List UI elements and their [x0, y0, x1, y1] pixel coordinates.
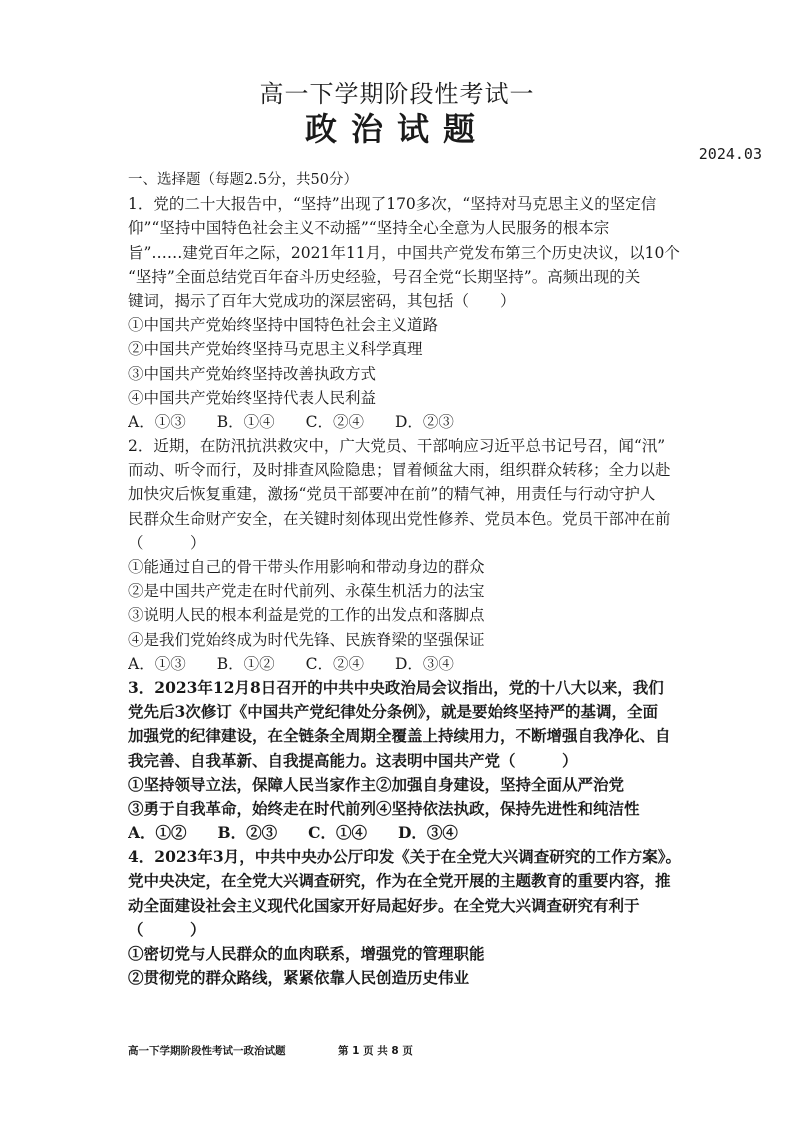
section-heading: 一、选择题（每题2.5分，共50分）	[128, 172, 359, 188]
statement: ③说明人民的根本利益是党的工作的出发点和落脚点	[128, 606, 485, 625]
statement: ④是我们党始终成为时代先锋、民族脊梁的坚强保证	[128, 630, 485, 649]
question-4	[128, 845, 694, 990]
statement: ①坚持领导立法，保障人民当家作主②加强自身建设，坚持全面从严治党	[128, 774, 625, 794]
question-text-line: 我完善、自我革新、自我提高能力。这表明中国共产党（ ）	[128, 750, 578, 770]
statement: ②贯彻党的群众路线，紧紧依靠人民创造历史伟业	[128, 968, 470, 988]
statement: ②中国共产党始终坚持马克思主义科学真理	[128, 340, 423, 359]
statement: ①密切党与人民群众的血肉联系，增强党的管理职能	[128, 944, 485, 963]
footer-exam-name: 高一下学期阶段性考试一政治试题	[128, 1045, 286, 1057]
exam-title: 政治试题	[304, 110, 489, 148]
exam-body	[128, 168, 694, 990]
question-text-line: 加强党的纪律建设，在全链条全周期全覆盖上持续用力，不断增强自我净化、自	[128, 726, 671, 746]
exam-subtitle: 高一下学期阶段性考试一	[259, 80, 535, 108]
question-text-line: 2．近期，在防汛抗洪救灾中，广大党员、干部响应习近平总书记号召，闻“汛”	[128, 437, 666, 456]
statement: ①能通过自己的骨干带头作用影响和带动身边的群众	[128, 558, 485, 576]
question-text-line: 党先后3次修订《中国共产党纪律处分条例》，就是要始终坚持严的基调，全面	[128, 702, 659, 722]
question-3	[128, 676, 694, 845]
question-text-line: 加快灾后恢复重建，激扬“党员干部要冲在前”的精气神，用责任与行动守护人	[128, 485, 656, 504]
question-text-line: 党中央决定，在全党大兴调查研究，作为在全党开展的主题教育的重要内容，推	[128, 871, 671, 891]
answer-options: A．①③ B．①② C．②④ D．③④	[128, 654, 454, 673]
question-text-line: 民群众生命财产安全，在关键时刻体现出党性修养、党员本色。党员干部冲在前	[128, 509, 671, 528]
question-text-line: 旨”……建党百年之际，2021年11月，中国共产党发布第三个历史决议，以10个	[128, 243, 680, 262]
question-text-line: 1．党的二十大报告中，“坚持”出现了170多次，“坚持对马克思主义的坚定信	[128, 195, 657, 214]
footer-page-number: 第 1 页 共 8 页	[338, 1045, 413, 1057]
question-text-line: 3．2023年12月8日召开的中共中央政治局会议指出，党的十八大以来，我们	[128, 677, 664, 697]
question-text-line: （ ）	[128, 919, 206, 939]
answer-options: A．①③ B．①④ C．②④ D．②③	[128, 412, 454, 431]
question-1	[128, 192, 694, 434]
statement: ③勇于自我革命，始终走在时代前列④坚持依法执政，保持先进性和纯洁性	[128, 798, 640, 818]
statement: ②是中国共产党走在时代前列、永葆生机活力的法宝	[128, 582, 485, 601]
question-text-line: 而动、听令而行，及时排查风险隐患；冒着倾盆大雨，组织群众转移；全力以赴	[128, 461, 671, 480]
exam-date: 2024.03	[698, 145, 762, 163]
answer-options: A．①② B．②③ C．①④ D．③④	[128, 823, 458, 843]
question-text-line: （ ）	[128, 533, 206, 552]
statement: ③中国共产党始终坚持改善执政方式	[128, 364, 377, 383]
statement: ①中国共产党始终坚持中国特色社会主义道路	[128, 316, 439, 335]
question-text-line: 仰”“坚持中国特色社会主义不动摇”“坚持全心全意为人民服务的根本宗	[128, 219, 610, 238]
question-text-line: 动全面建设社会主义现代化国家开好局起好步。在全党大兴调查研究有利于	[128, 895, 640, 915]
question-text-line: “坚持”全面总结党百年奋斗历史经验，号召全党“长期坚持”。高频出现的关	[128, 267, 641, 286]
question-text-line: 键词，揭示了百年大党成功的深层密码，其包括（ ）	[128, 291, 516, 310]
statement: ④中国共产党始终坚持代表人民利益	[128, 388, 377, 407]
question-2	[128, 434, 694, 676]
question-text-line: 4．2023年3月，中共中央办公厅印发《关于在全党大兴调查研究的工作方案》。	[128, 847, 681, 867]
